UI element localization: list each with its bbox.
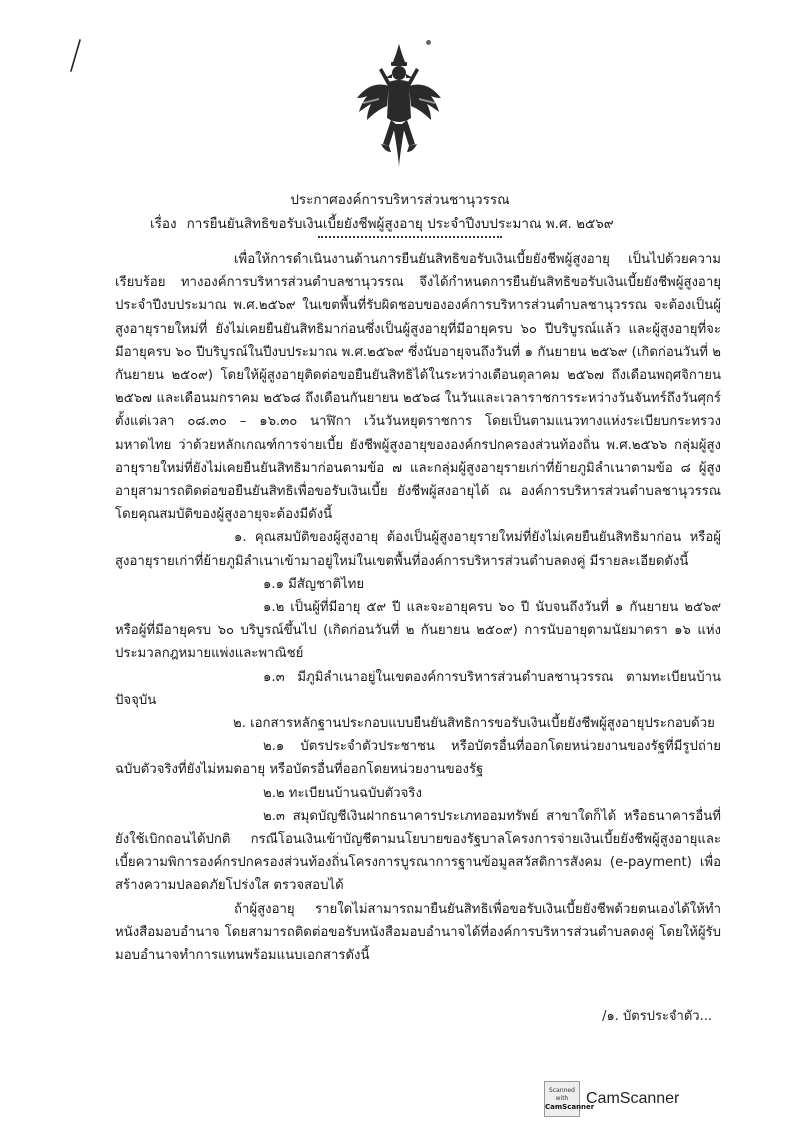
garuda-emblem-icon [349,40,449,175]
subject-text: การยืนยันสิทธิขอรับเงินเบี้ยยังชีพผู้สูงอายุ ประจำปีงบประมาณ พ.ศ. ๒๕๖๙ [186,216,614,232]
announcement-subject [150,212,710,234]
continuation-note: /๑. บัตรประจำตัว... [602,1009,712,1024]
item-2-1-paragraph: ๒.๑ บัตรประจำตัวประชาชน หรือบัตรอื่นที่ออกโดยหน่วยงานของรัฐที่มีรูปถ่ายฉบับตัวจริงที่ยังไม่หมดอายุ หรือบัตรอื่นที่ออกโดยหน่วยงานของรัฐ [115,739,721,778]
scanner-badge-name: CamScanner [545,1103,595,1111]
camscanner-label: CamScanner [586,1090,680,1107]
item-1-3-paragraph: ๑.๓ มีภูมิลำเนาอยู่ในเขตองค์การบริหารส่วนตำบลชานุวรรณ ตามทะเบียนบ้านปัจจุบัน [115,669,721,708]
item-1-2-paragraph: ๑.๒ เป็นผู้ที่มีอายุ ๕๙ ปี และจะอายุครบ ๖๐ ปี นับจนถึงวันที่ ๑ กันยายน ๒๕๖๙ หรือผู้ที่มีอายุครบ ๖๐ บริบูรณ์ขึ้นไป (เกิดก่อนวันที่ ๒ กันยายน ๒๕๐๙) การนับอายุตามนัยมาตรา ๑๖ แห่งประมวลกฎหมายแพ่งและพาณิชย์ [115,600,721,662]
page-bottom-edge [0,1073,800,1132]
item-1-paragraph: ๑. คุณสมบัติของผู้สูงอายุ ต้องเป็นผู้สูงอายุรายใหม่ที่ยังไม่เคยยืนยันสิทธิมาก่อน หรือผู้สูงอายุรายเก่าที่ย้ายภูมิลำเนาเข้ามาอยู่ใหม่ในเขตพื้นที่องค์การบริหารส่วนตำบลดงคู่ มีรายละเอียดดังนี้ [115,530,721,569]
intro-paragraph: เพื่อให้การดำเนินงานด้านการยืนยันสิทธิขอรับเงินเบี้ยยังชีพผู้สูงอายุ เป็นไปด้วยความเรียบร้อย ทางองค์การบริหารส่วนตำบลชานุวรรณ จึงได้กำหนดการยืนยันสิทธิขอรับเงินเบี้ยยังชีพผู้สูงอายุประจำปีงบประมาณ พ.ศ.๒๕๖๙ ในเขตพื้นที่รับผิดชอบขององค์การบริหารส่วนตำบลชานุวรรณ จะต้องเป็นผู้สูงอายุรายใหม่ที่ ยังไม่เคยยืนยันสิทธิมาก่อนซึ่งเป็นผู้สูงอายุที่มีอายุครบ ๖๐ ปีบริบูรณ์แล้ว และผู้สูงอายุที่จะมีอายุครบ ๖๐ ปีบริบูรณ์ในปีงบประมาณ พ.ศ.๒๕๖๙ ซึ่งนับอายุจนถึงวันที่ ๑ กันยายน ๒๕๖๙ (เกิดก่อนวันที่ ๒ กันยายน ๒๕๐๙) โดยให้ผู้สูงอายุติดต่อขอยืนยันสิทธิได้ในระหว่างเดือนตุลาคม ๒๕๖๗ ถึงเดือนพฤศจิกายน ๒๕๖๗ และเดือนมกราคม ๒๕๖๘ ถึงเดือนกันยายน ๒๕๖๘ ในวันและเวลาราชการระหว่างวันจันทร์ถึงวันศุกร์ ตั้งแต่เวลา ๐๘.๓๐ – ๑๖.๓๐ นาฬิกา เว้นวันหยุดราชการ โดยเป็นตามแนวทางแห่งระเบียบกระทรวงมหาดไทย ว่าด้วยหลักเกณฑ์การจ่ายเบี้ย ยังชีพผู้สูงอายุขององค์กรปกครองส่วนท้องถิ่น พ.ศ.๒๕๖๖ กลุ่มผู้สูงอายุรายใหม่ที่ยังไม่เคยยืนยันสิทธิมาก่อนตามข้อ ๗ และกลุ่มผู้สูงอายุรายเก่าที่ย้ายภูมิลำเนาตามข้อ ๘ ผู้สูงอายุสามารถติดต่อขอยืนยันสิทธิเพื่อขอรับเงินเบี้ย ยังชีพผู้สงอายุได้ ณ องค์การบริหารส่วนตำบลชานุวรรณ โดยคุณสมบัติของผู้สูงอายุจะต้องมีดังนี้ [115,252,721,523]
announcement-org-title: ประกาศองค์การบริหารส่วนชานุวรรณ [290,192,510,208]
announcement-body [115,248,721,967]
item-2-3-paragraph: ๒.๓ สมุดบัญชีเงินฝากธนาคารประเภทออมทรัพย์ สาขาใดก็ได้ หรือธนาคารอื่นที่ยังใช้เบิกถอนได้ปกติ กรณีโอนเงินเข้าบัญชีตามนโยบายของรัฐบาลโครงการจ่ายเงินเบี้ยยังชีพผู้สูงอายุและเบี้ยความพิการองค์กรปกครองส่วนท้องถิ่นโครงการบูรณาการฐานข้อมูลสวัสดิการสังคม (e-payment) เพื่อสร้างความปลอดภัยโปร่งใส ตรวจสอบได้ [115,808,721,894]
scanner-badge-top: Scanned with [549,1087,575,1102]
item-1-1-paragraph: ๑.๑ มีสัญชาติไทย [263,576,365,592]
camscanner-watermark [544,1081,679,1117]
dotted-divider [318,236,502,238]
item-2-2-paragraph: ๒.๒ ทะเบียนบ้านฉบับตัวจริง [263,785,422,801]
pen-stroke-mark [68,38,82,74]
camscanner-logo-icon [544,1081,595,1117]
proxy-paragraph: ถ้าผู้สูงอายุ รายใดไม่สามารถมายืนยันสิทธิเพื่อขอรับเงินเบี้ยยังชีพด้วยตนเองได้ให้ทำหนังสือมอบอำนาจ โดยสามารถติดต่อขอรับหนังสือมอบอำนาจได้ที่องค์การบริหารส่วนตำบลดงคู่ โดยให้ผู้รับมอบอำนาจทำการแทนพร้อมแนบเอกสารดังนี้ [115,901,721,964]
subject-label: เรื่อง [150,216,177,232]
item-2-paragraph: ๒. เอกสารหลักฐานประกอบแบบยืนยันสิทธิการขอรับเงินเบี้ยยังชีพผู้สูงอายุประกอบด้วย [233,716,715,732]
